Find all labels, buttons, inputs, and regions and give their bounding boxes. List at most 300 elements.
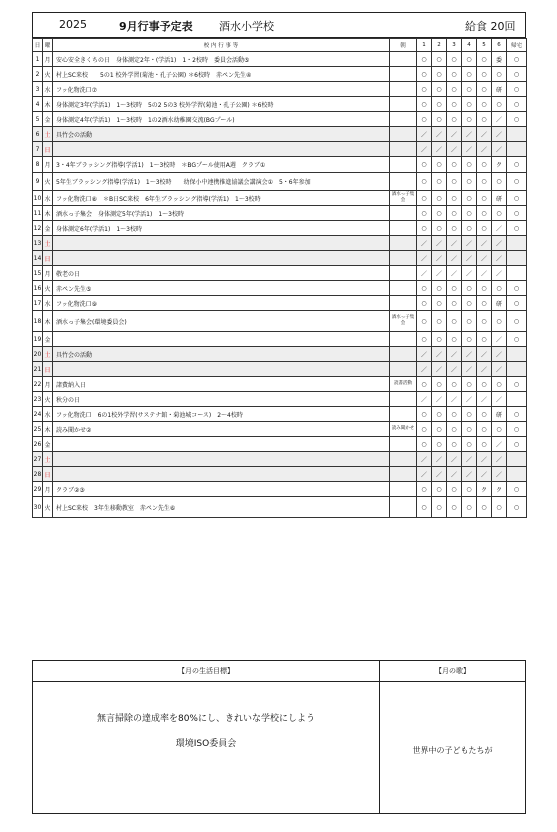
header-title: 9月行事予定表 [119,20,193,33]
table-row [33,311,527,332]
event-cell: フッ化物洗口⑦ [53,82,390,97]
day-number: 30 [33,497,43,518]
period-mark-cell: 研 [492,407,507,422]
morning-activity-cell [390,266,417,281]
period-mark-cell: ○ [477,191,492,206]
weekday-cell: 木 [43,97,53,112]
period-mark-cell: ○ [477,82,492,97]
day-number: 3 [33,82,43,97]
period-mark-cell: ○ [462,157,477,173]
period-mark-cell: ／ [432,452,447,467]
period-mark-cell: ／ [462,236,477,251]
period-mark-cell: ○ [477,422,492,437]
period-mark-cell: ○ [417,97,432,112]
table-row [33,437,527,452]
period-mark-cell: ○ [507,52,527,67]
event-cell: 具竹会の活動 [53,347,390,362]
period-mark-cell: ○ [417,281,432,296]
period-mark-cell: ○ [432,422,447,437]
period-mark-cell: ○ [417,422,432,437]
period-mark-cell: ／ [462,392,477,407]
period-mark-cell: ○ [447,67,462,82]
period-mark-cell: ○ [492,422,507,437]
day-number: 20 [33,347,43,362]
period-mark-cell: ○ [477,281,492,296]
period-mark-cell: ／ [492,221,507,236]
morning-activity-cell [390,173,417,191]
period-mark-cell: ○ [507,173,527,191]
period-mark-cell: ／ [462,142,477,157]
header-year: 2025 [59,18,87,31]
weekday-cell: 土 [43,347,53,362]
period-mark-cell: ○ [507,422,527,437]
column-header: 3 [447,39,462,52]
period-mark-cell: ／ [477,127,492,142]
period-mark-cell [507,467,527,482]
weekday-cell: 日 [43,467,53,482]
day-number: 11 [33,206,43,221]
weekday-cell: 木 [43,422,53,437]
period-mark-cell: ○ [432,97,447,112]
table-row [33,142,527,157]
table-row [33,422,527,437]
period-mark-cell: ○ [507,281,527,296]
period-mark-cell: ○ [417,206,432,221]
period-mark-cell: ○ [462,191,477,206]
period-mark-cell: ク [477,482,492,497]
period-mark-cell: ○ [492,97,507,112]
day-number: 25 [33,422,43,437]
weekday-cell: 土 [43,127,53,142]
table-row [33,296,527,311]
period-mark-cell: ○ [507,377,527,392]
table-row [33,332,527,347]
event-cell [53,236,390,251]
period-mark-cell: ／ [492,392,507,407]
period-mark-cell: ○ [432,407,447,422]
period-mark-cell: ○ [507,206,527,221]
period-mark-cell: ○ [477,497,492,518]
period-mark-cell: ／ [432,467,447,482]
period-mark-cell: ○ [432,482,447,497]
period-mark-cell [507,392,527,407]
table-row [33,452,527,467]
weekday-cell: 日 [43,142,53,157]
header-school-name: 酒水小学校 [219,20,274,33]
day-number: 21 [33,362,43,377]
table-row [33,497,527,518]
morning-activity-cell [390,467,417,482]
morning-activity-cell: 読み聞かせ [390,422,417,437]
day-number: 18 [33,311,43,332]
period-mark-cell: ／ [492,467,507,482]
period-mark-cell: ／ [417,362,432,377]
event-cell: フッ化物洗口⑨ [53,296,390,311]
period-mark-cell [507,266,527,281]
period-mark-cell: ○ [447,422,462,437]
period-mark-cell: ／ [462,347,477,362]
life-goal-heading: 【月の生活目標】 [33,661,379,682]
period-mark-cell: ○ [417,52,432,67]
period-mark-cell: ／ [492,347,507,362]
event-cell [53,251,390,266]
period-mark-cell: ／ [432,362,447,377]
period-mark-cell: ○ [447,173,462,191]
period-mark-cell: ○ [492,173,507,191]
period-mark-cell: ○ [507,407,527,422]
period-mark-cell: ○ [432,67,447,82]
table-row [33,157,527,173]
column-header: 校 内 行 事 等 [53,39,390,52]
morning-activity-cell [390,82,417,97]
event-cell: 村上SC来校 3年生移動教室 赤ペン先生⑥ [53,497,390,518]
period-mark-cell: ／ [477,251,492,266]
period-mark-cell: ／ [462,251,477,266]
period-mark-cell: ○ [477,206,492,221]
period-mark-cell: 研 [492,191,507,206]
period-mark-cell: ○ [447,281,462,296]
column-header: 帰宅 [507,39,527,52]
period-mark-cell: ／ [477,362,492,377]
morning-activity-cell [390,482,417,497]
period-mark-cell: ／ [447,127,462,142]
morning-activity-cell [390,112,417,127]
period-mark-cell: ○ [417,407,432,422]
column-header: 2 [432,39,447,52]
period-mark-cell: ／ [417,236,432,251]
period-mark-cell: ○ [492,311,507,332]
table-row [33,362,527,377]
event-cell: 安心安全きくちの日 身体測定2年・(学活1) 1・2校時 委員会活動⑤ [53,52,390,67]
period-mark-cell: ○ [477,437,492,452]
period-mark-cell: ○ [432,191,447,206]
period-mark-cell: ／ [492,332,507,347]
weekday-cell: 火 [43,173,53,191]
period-mark-cell: ○ [507,482,527,497]
period-mark-cell: ／ [432,127,447,142]
period-mark-cell: ○ [447,407,462,422]
morning-activity-cell [390,296,417,311]
period-mark-cell: ○ [477,112,492,127]
period-mark-cell: ／ [432,251,447,266]
period-mark-cell: ○ [507,82,527,97]
day-number: 29 [33,482,43,497]
period-mark-cell: 委 [492,52,507,67]
day-number: 13 [33,236,43,251]
period-mark-cell [507,347,527,362]
period-mark-cell: ／ [447,467,462,482]
period-mark-cell: ○ [432,497,447,518]
weekday-cell: 金 [43,112,53,127]
table-row [33,347,527,362]
period-mark-cell: ／ [492,362,507,377]
period-mark-cell: ○ [417,482,432,497]
period-mark-cell: ○ [432,281,447,296]
morning-activity-cell: 酒水っ子集会 [390,191,417,206]
period-mark-cell: ○ [417,332,432,347]
period-mark-cell: ○ [462,497,477,518]
morning-activity-cell [390,221,417,236]
day-number: 4 [33,97,43,112]
table-row [33,482,527,497]
period-mark-cell: ○ [507,332,527,347]
day-number: 10 [33,191,43,206]
period-mark-cell: ／ [492,142,507,157]
weekday-cell: 月 [43,52,53,67]
schedule-header [32,12,526,38]
weekday-cell: 土 [43,452,53,467]
period-mark-cell: ○ [507,437,527,452]
period-mark-cell: ／ [492,452,507,467]
morning-activity-cell: 読書活動 [390,377,417,392]
event-cell [53,332,390,347]
morning-activity-cell [390,452,417,467]
period-mark-cell: ○ [432,206,447,221]
day-number: 16 [33,281,43,296]
monthly-song-title: 世界中の子どもたちが [412,746,493,755]
period-mark-cell: ○ [462,422,477,437]
period-mark-cell [507,362,527,377]
table-row [33,82,527,97]
period-mark-cell: ○ [507,157,527,173]
period-mark-cell: ／ [447,362,462,377]
period-mark-cell: ／ [447,347,462,362]
period-mark-cell: ○ [507,191,527,206]
period-mark-cell: 研 [492,82,507,97]
period-mark-cell: ○ [492,281,507,296]
period-mark-cell: ク [492,482,507,497]
table-row [33,377,527,392]
period-mark-cell [507,452,527,467]
event-cell: 身体測定6年(学活1) 1～3校時 [53,221,390,236]
weekday-cell: 金 [43,437,53,452]
weekday-cell: 火 [43,392,53,407]
event-cell: 身体測定3年(学活1) 1～3校時 5の2 5の3 校外学習(菊池・孔子公園) ＊6校時 [53,97,390,112]
period-mark-cell: ○ [432,52,447,67]
weekday-cell: 月 [43,157,53,173]
period-mark-cell: ／ [492,251,507,266]
period-mark-cell: ○ [417,67,432,82]
weekday-cell: 月 [43,482,53,497]
day-number: 8 [33,157,43,173]
period-mark-cell [507,127,527,142]
period-mark-cell: ／ [417,467,432,482]
event-cell: 赤ペン先生⑤ [53,281,390,296]
day-number: 12 [33,221,43,236]
period-mark-cell: ／ [432,236,447,251]
period-mark-cell: ○ [462,437,477,452]
day-number: 9 [33,173,43,191]
period-mark-cell: ／ [447,452,462,467]
table-row [33,407,527,422]
period-mark-cell: ○ [492,67,507,82]
period-mark-cell: ／ [432,347,447,362]
period-mark-cell: ／ [432,266,447,281]
day-number: 5 [33,112,43,127]
period-mark-cell: ○ [477,67,492,82]
weekday-cell: 月 [43,377,53,392]
table-row [33,236,527,251]
period-mark-cell: ○ [492,206,507,221]
period-mark-cell: ○ [507,311,527,332]
morning-activity-cell [390,157,417,173]
event-cell: フッ化物洗口⑧ ＊B日SC来校 6年生ブラッシング指導(学活1) 1～3校時 [53,191,390,206]
morning-activity-cell [390,437,417,452]
weekday-cell: 火 [43,67,53,82]
event-cell: 読み聞かせ② [53,422,390,437]
day-number: 19 [33,332,43,347]
table-header-row [33,39,527,52]
day-number: 1 [33,52,43,67]
period-mark-cell: ○ [462,332,477,347]
event-cell [53,142,390,157]
morning-activity-cell [390,142,417,157]
column-header: 6 [492,39,507,52]
period-mark-cell: ○ [432,82,447,97]
column-header: 曜 [43,39,53,52]
period-mark-cell: ○ [507,497,527,518]
table-row [33,392,527,407]
event-cell: 酒水っ子集会 身体測定5年(学活1) 1～3校時 [53,206,390,221]
event-cell [53,467,390,482]
morning-activity-cell [390,497,417,518]
weekday-cell: 水 [43,407,53,422]
period-mark-cell: ○ [507,112,527,127]
period-mark-cell: ○ [447,97,462,112]
life-goal-panel [33,661,380,813]
table-row [33,221,527,236]
table-row [33,281,527,296]
period-mark-cell: ／ [417,127,432,142]
period-mark-cell: ○ [447,296,462,311]
table-row [33,251,527,266]
morning-activity-cell [390,347,417,362]
period-mark-cell: ○ [432,437,447,452]
period-mark-cell: ○ [507,67,527,82]
weekday-cell: 木 [43,206,53,221]
period-mark-cell: ○ [462,82,477,97]
period-mark-cell: ○ [477,173,492,191]
period-mark-cell: ／ [447,392,462,407]
event-cell [53,452,390,467]
weekday-cell: 金 [43,332,53,347]
period-mark-cell: ／ [432,142,447,157]
period-mark-cell: ○ [507,296,527,311]
period-mark-cell: ○ [477,52,492,67]
period-mark-cell: ○ [462,52,477,67]
period-mark-cell: ○ [462,377,477,392]
day-number: 7 [33,142,43,157]
period-mark-cell: ／ [477,452,492,467]
period-mark-cell: ○ [417,377,432,392]
morning-activity-cell [390,52,417,67]
period-mark-cell: ○ [417,191,432,206]
event-cell: 5年生ブラッシング指導(学活1) 1～3校時 幼保小中連携推進協議会講演会① 5・6年参加 [53,173,390,191]
table-row [33,52,527,67]
period-mark-cell: ○ [507,221,527,236]
table-row [33,127,527,142]
morning-activity-cell [390,67,417,82]
monthly-song-panel [380,661,525,813]
period-mark-cell: ○ [447,52,462,67]
weekday-cell: 金 [43,221,53,236]
period-mark-cell: ／ [492,236,507,251]
day-number: 15 [33,266,43,281]
table-row [33,467,527,482]
period-mark-cell: ○ [417,221,432,236]
period-mark-cell: ○ [447,191,462,206]
period-mark-cell: ○ [462,67,477,82]
event-cell: 身体測定4年(学活1) 1～3校時 1の2酒水幼稚園交流(BGプール) [53,112,390,127]
period-mark-cell: ／ [492,112,507,127]
event-cell: 酒水っ子集会(環境委員会) [53,311,390,332]
morning-activity-cell [390,127,417,142]
period-mark-cell: ○ [477,221,492,236]
period-mark-cell: ／ [462,362,477,377]
period-mark-cell: ○ [417,173,432,191]
period-mark-cell: ○ [447,221,462,236]
period-mark-cell [507,236,527,251]
period-mark-cell: ○ [447,112,462,127]
period-mark-cell: ／ [492,127,507,142]
period-mark-cell: ○ [432,377,447,392]
morning-activity-cell [390,251,417,266]
day-number: 22 [33,377,43,392]
period-mark-cell: ○ [417,437,432,452]
day-number: 14 [33,251,43,266]
day-number: 23 [33,392,43,407]
period-mark-cell: ○ [417,311,432,332]
period-mark-cell: ○ [417,497,432,518]
period-mark-cell: ／ [477,467,492,482]
weekday-cell: 日 [43,251,53,266]
period-mark-cell: ／ [477,236,492,251]
period-mark-cell: ○ [477,97,492,112]
period-mark-cell: ／ [477,347,492,362]
day-number: 27 [33,452,43,467]
table-row [33,206,527,221]
period-mark-cell: ／ [417,347,432,362]
period-mark-cell: ○ [477,407,492,422]
column-header: 5 [477,39,492,52]
event-cell: 秋分の日 [53,392,390,407]
period-mark-cell: ／ [462,467,477,482]
morning-activity-cell [390,281,417,296]
weekday-cell: 火 [43,497,53,518]
event-cell: 村上SC来校 5の1 校外学習(菊池・孔子公園) ＊6校時 赤ペン先生④ [53,67,390,82]
period-mark-cell: ○ [462,112,477,127]
period-mark-cell: ○ [447,82,462,97]
period-mark-cell: ○ [462,221,477,236]
event-cell: 具竹会の活動 [53,127,390,142]
period-mark-cell: ／ [462,127,477,142]
column-header: 日 [33,39,43,52]
morning-activity-cell [390,206,417,221]
column-header: 朝 [390,39,417,52]
day-number: 17 [33,296,43,311]
monthly-song-heading: 【月の歌】 [380,661,525,682]
period-mark-cell: ○ [477,311,492,332]
weekday-cell: 水 [43,191,53,206]
period-mark-cell: ○ [462,281,477,296]
day-number: 28 [33,467,43,482]
period-mark-cell: ／ [477,142,492,157]
period-mark-cell: ○ [447,311,462,332]
day-number: 6 [33,127,43,142]
period-mark-cell: ○ [507,97,527,112]
event-cell: フッ化物洗口 6の1校外学習(サステナ館・菊池城コース) 2～4校時 [53,407,390,422]
period-mark-cell: ○ [447,437,462,452]
